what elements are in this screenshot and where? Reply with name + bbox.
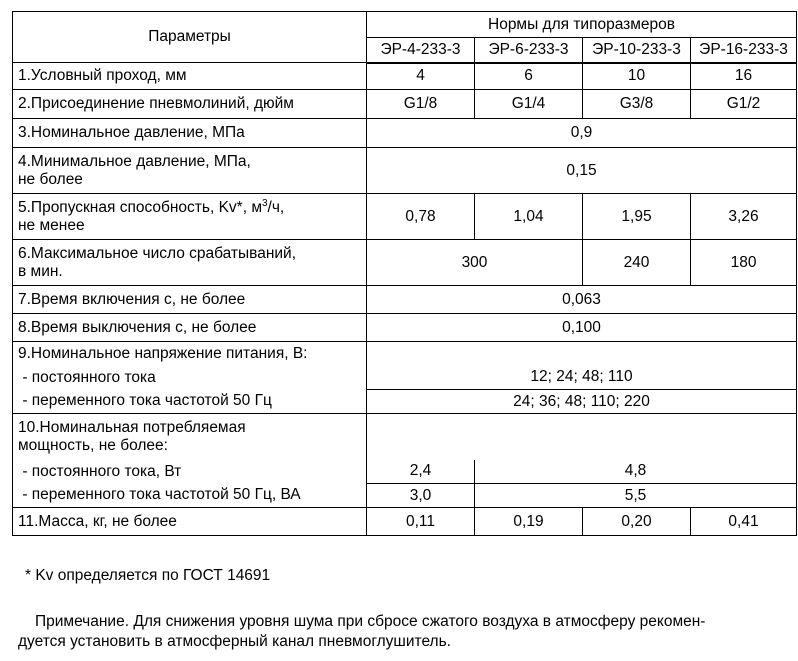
row-mass bbox=[13, 508, 797, 536]
row-nominal-bore bbox=[13, 63, 797, 90]
row-sublabel: - постоянного тока, Вт bbox=[13, 460, 367, 484]
row-label: 11.Масса, кг, не более bbox=[13, 508, 367, 536]
row-label: 1.Условный проход, мм bbox=[13, 63, 367, 90]
cell-value: 0,11 bbox=[367, 508, 475, 536]
cell-value: 1,95 bbox=[583, 194, 691, 240]
note-line-2: дуется установить в атмосферный канал пневмоглушитель. bbox=[18, 633, 451, 650]
cell-value: 16 bbox=[691, 63, 797, 90]
row-nominal-pressure bbox=[13, 119, 797, 148]
cell-value: 0,78 bbox=[367, 194, 475, 240]
cell-value: 24; 36; 48; 110; 220 bbox=[367, 390, 797, 414]
row-switch-on-time bbox=[13, 286, 797, 314]
row-label: 3.Номинальное давление, МПа bbox=[13, 119, 367, 148]
header-model: ЭР-10-233-3 bbox=[583, 38, 691, 63]
row-label: 10.Номинальная потребляемая мощность, не более: bbox=[13, 414, 367, 460]
cell-value: 0,15 bbox=[367, 148, 797, 194]
cell-empty bbox=[367, 342, 797, 366]
header-model: ЭР-6-233-3 bbox=[475, 38, 583, 63]
cell-value: 0,20 bbox=[583, 508, 691, 536]
row-supply-voltage-dc bbox=[13, 366, 797, 390]
row-supply-voltage-ac bbox=[13, 390, 797, 414]
specifications-table bbox=[12, 11, 797, 536]
cell-value: 0,100 bbox=[367, 314, 797, 342]
cell-value: 0,9 bbox=[367, 119, 797, 148]
row-power-ac bbox=[13, 484, 797, 508]
cell-value: G3/8 bbox=[583, 90, 691, 119]
cell-value: 12; 24; 48; 110 bbox=[367, 366, 797, 390]
header-model: ЭР-4-233-3 bbox=[367, 38, 475, 63]
header-model: ЭР-16-233-3 bbox=[691, 38, 797, 63]
cell-value: G1/8 bbox=[367, 90, 475, 119]
cell-value: 5,5 bbox=[475, 484, 797, 508]
row-max-actuations bbox=[13, 240, 797, 286]
row-connection bbox=[13, 90, 797, 119]
cell-value: G1/4 bbox=[475, 90, 583, 119]
row-label: 2.Присоединение пневмолиний, дюйм bbox=[13, 90, 367, 119]
row-sublabel: - постоянного тока bbox=[13, 366, 367, 390]
row-power-dc bbox=[13, 460, 797, 484]
row-sublabel: - переменного тока частотой 50 Гц bbox=[13, 390, 367, 414]
cell-value: 2,4 bbox=[367, 460, 475, 484]
cell-value: 3,26 bbox=[691, 194, 797, 240]
footnote: * Kv определяется по ГОСТ 14691 bbox=[25, 567, 271, 584]
row-label: 7.Время включения с, не более bbox=[13, 286, 367, 314]
cell-value: 0,19 bbox=[475, 508, 583, 536]
row-supply-voltage bbox=[13, 342, 797, 366]
cell-value: 180 bbox=[691, 240, 797, 286]
row-label: 6.Максимальное число срабатываний, в мин. bbox=[13, 240, 367, 286]
row-power-consumption bbox=[13, 414, 797, 460]
row-label: 4.Минимальное давление, МПа, не более bbox=[13, 148, 367, 194]
note bbox=[18, 612, 793, 652]
header-params: Параметры bbox=[13, 12, 367, 63]
note-line-1: Примечание. Для снижения уровня шума при сбросе сжатого воздуха в атмосферу рекомен- bbox=[35, 613, 706, 630]
cell-empty bbox=[367, 414, 797, 460]
cell-value: 4 bbox=[367, 63, 475, 90]
row-label: 5.Пропускная способность, Kv*, $м^3/ч$, не менее bbox=[13, 194, 367, 240]
row-switch-off-time bbox=[13, 314, 797, 342]
cell-value: 10 bbox=[583, 63, 691, 90]
row-label: 8.Время выключения с, не более bbox=[13, 314, 367, 342]
cell-value: G1/2 bbox=[691, 90, 797, 119]
cell-value: 4,8 bbox=[475, 460, 797, 484]
cell-value: 0,063 bbox=[367, 286, 797, 314]
row-min-pressure bbox=[13, 148, 797, 194]
cell-value: 0,41 bbox=[691, 508, 797, 536]
row-flow-capacity bbox=[13, 194, 797, 240]
cell-value: 1,04 bbox=[475, 194, 583, 240]
cell-value: 300 bbox=[367, 240, 583, 286]
row-label: 9.Номинальное напряжение питания, В: bbox=[13, 342, 367, 366]
cell-value: 6 bbox=[475, 63, 583, 90]
header-norms: Нормы для типоразмеров bbox=[367, 12, 797, 38]
cell-value: 3,0 bbox=[367, 484, 475, 508]
cell-value: 240 bbox=[583, 240, 691, 286]
row-sublabel: - переменного тока частотой 50 Гц, ВА bbox=[13, 484, 367, 508]
